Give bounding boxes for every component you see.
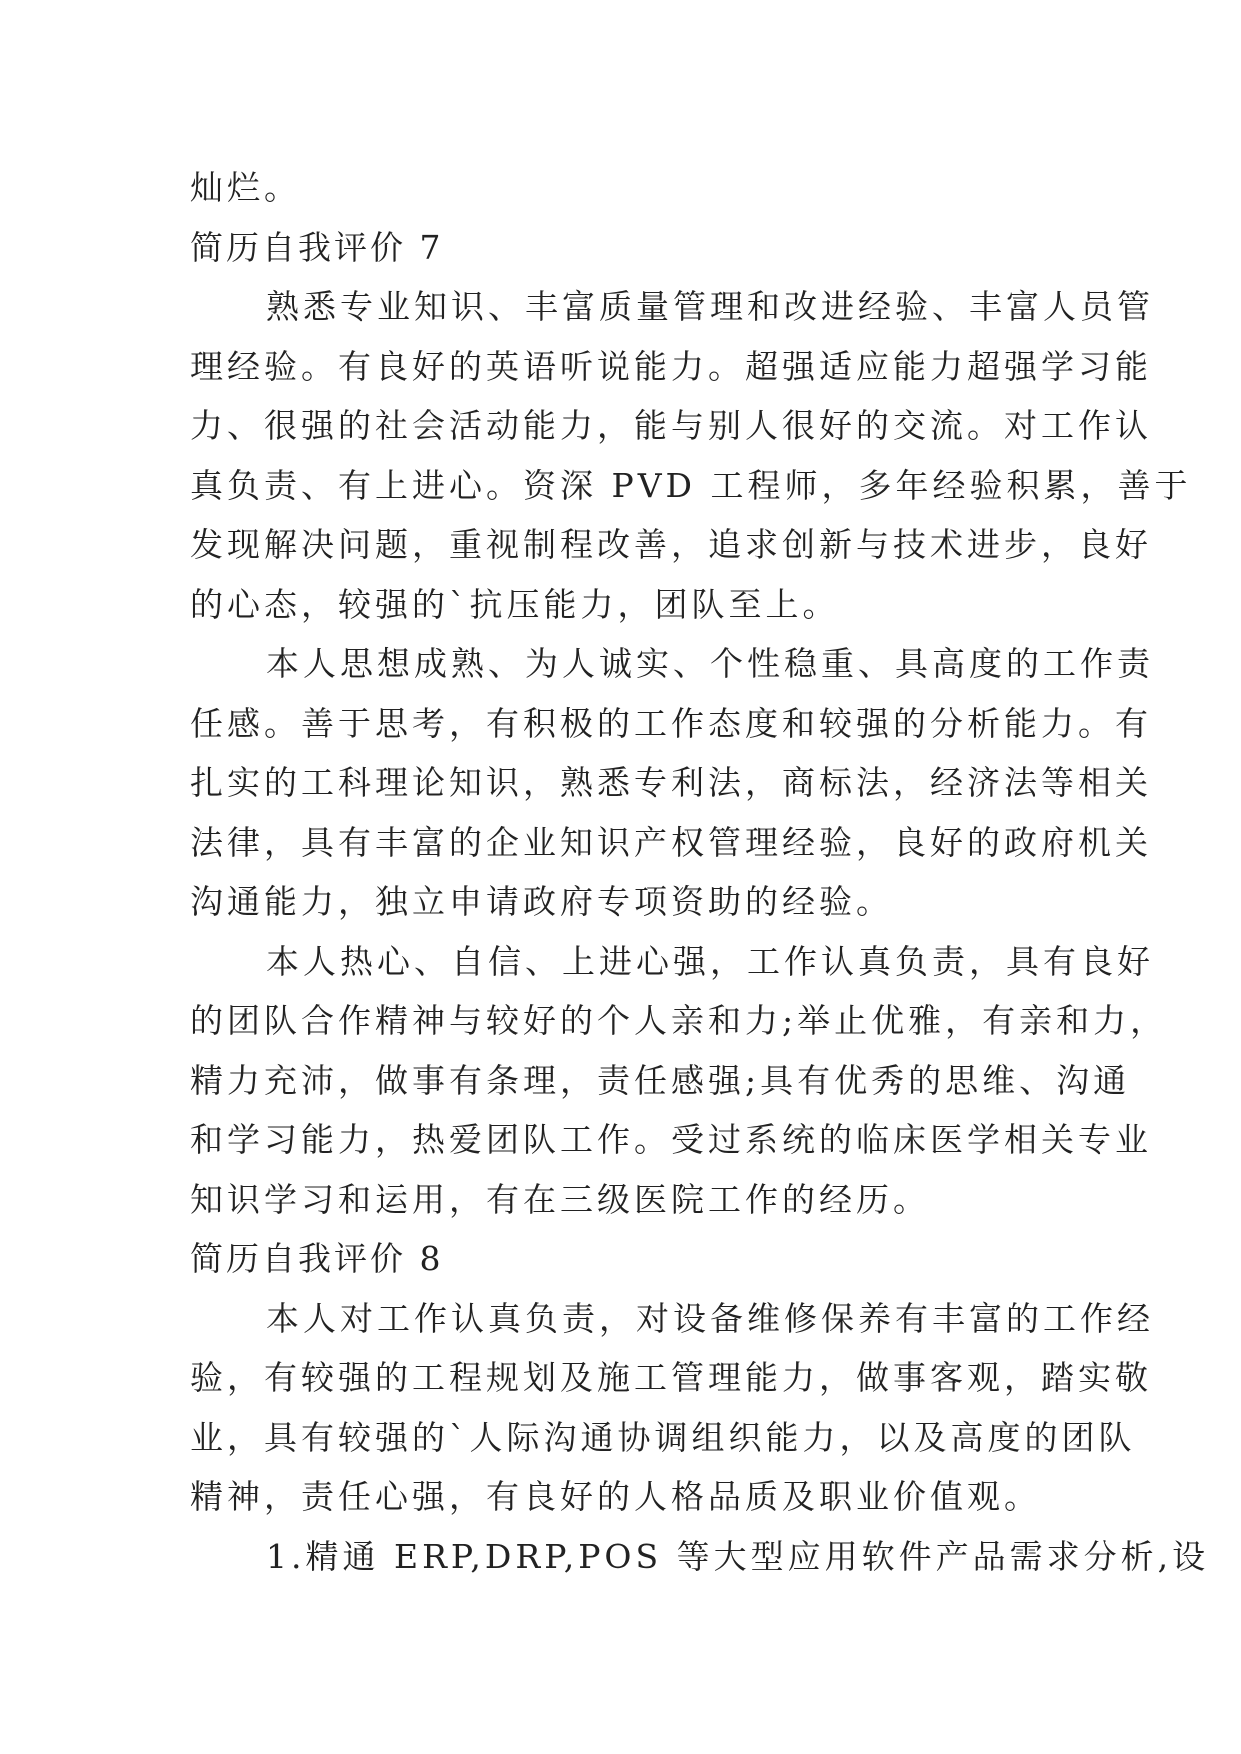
text-line: 扎实的工科理论知识，熟悉专利法，商标法，经济法等相关 [190, 763, 1152, 802]
text-line: 法律，具有丰富的企业知识产权管理经验，良好的政府机关 [190, 822, 1152, 862]
document-body [190, 158, 1210, 1586]
text-line: 沟通能力，独立申请政府专项资助的经验。 [190, 882, 893, 921]
text-line: 本人思想成熟、为人诚实、个性稳重、具高度的工作责 [266, 644, 1154, 683]
text-line: 知识学习和运用，有在三级医院工作的经历。 [190, 1179, 930, 1219]
text-line: 的团队合作精神与较好的个人亲和力;举止优雅，有亲和力， [190, 1001, 1168, 1040]
text-line: 任感。善于思考，有积极的工作态度和较强的分析能力。有 [190, 703, 1152, 743]
text-line: 验，有较强的工程规划及施工管理能力，做事客观，踏实敬 [190, 1358, 1152, 1397]
text-line: 本人对工作认真负责，对设备维修保养有丰富的工作经 [266, 1298, 1154, 1338]
text-line: 熟悉专业知识、丰富质量管理和改进经验、丰富人员管 [266, 287, 1154, 326]
section-heading: 简历自我评价 8 [190, 1239, 444, 1278]
text-line: 本人热心、自信、上进心强，工作认真负责，具有良好 [266, 941, 1154, 981]
text-line: 的心态，较强的`抗压能力，团队至上。 [190, 584, 840, 624]
text-line: 发现解决问题，重视制程改善，追求创新与技术进步，良好 [190, 525, 1152, 564]
text-line: 理经验。有良好的英语听说能力。超强适应能力超强学习能 [190, 346, 1152, 386]
text-line: 1.精通 ERP,DRP,POS 等大型应用软件产品需求分析,设 [266, 1536, 1210, 1576]
text-line: 力、很强的社会活动能力，能与别人很好的交流。对工作认 [190, 406, 1152, 445]
text-line: 业，具有较强的`人际沟通协调组织能力，以及高度的团队 [190, 1417, 1136, 1457]
text-line: 和学习能力，热爱团队工作。受过系统的临床医学相关专业 [190, 1120, 1152, 1159]
section-heading: 简历自我评价 7 [190, 227, 444, 267]
text-line: 精力充沛，做事有条理，责任感强;具有优秀的思维、沟通 [190, 1060, 1131, 1100]
text-line: 真负责、有上进心。资深 PVD 工程师，多年经验积累，善于 [190, 465, 1192, 505]
text-line: 灿烂。 [190, 168, 301, 207]
text-line: 精神，责任心强，有良好的人格品质及职业价值观。 [190, 1477, 1041, 1516]
